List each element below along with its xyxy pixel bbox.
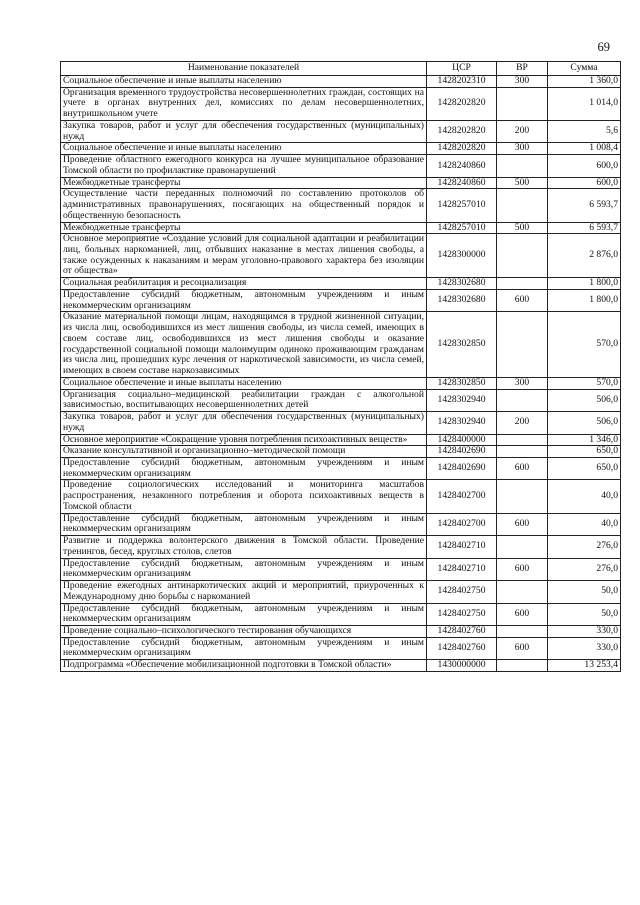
table-row xyxy=(61,189,621,222)
cell-sum: 600,0 xyxy=(548,177,621,189)
cell-csr: 1428302940 xyxy=(427,389,497,411)
budget-table xyxy=(60,61,621,672)
cell-sum: 330,0 xyxy=(548,637,621,659)
cell-csr: 1428202820 xyxy=(427,87,497,120)
cell-csr: 1428302680 xyxy=(427,289,497,311)
table-row xyxy=(61,312,621,377)
header-csr: ЦСР xyxy=(427,62,497,76)
table-row xyxy=(61,446,621,458)
cell-name: Социальное обеспечение и иные выплаты населению xyxy=(61,143,427,155)
table-row xyxy=(61,558,621,580)
cell-name: Оказание материальной помощи лицам, находящимся в трудной жизненной ситуации, из числа лиц, освободившихся из мест лишения свободы, из числа семей, имеющих в своем составе лиц, освободившихся из мест лишения свободы и оказание государственной социальной помощи малоимущим одиноко проживающим гражданам из числа лиц, прошедших курс лечения от наркотической зависимости, из числа семей, имеющих в своем составе наркозависимых xyxy=(61,312,427,377)
table-row xyxy=(61,457,621,479)
cell-name: Основное мероприятие «Создание условий для социальной адаптации и реабилитации лиц, больных наркоманией, лиц, отбывших наказание в местах лишения свободы, а также осужденных к наказаниям и мерам уголовно-правового характера без изоляции от общества» xyxy=(61,234,427,278)
cell-csr: 1428302850 xyxy=(427,377,497,389)
cell-sum: 13 253,4 xyxy=(548,660,621,672)
cell-sum: 650,0 xyxy=(548,446,621,458)
cell-vr: 500 xyxy=(497,177,548,189)
header-vr: ВР xyxy=(497,62,548,76)
page-number: 69 xyxy=(597,40,610,54)
cell-csr: 1428302850 xyxy=(427,312,497,377)
header-sum: Сумма xyxy=(548,62,621,76)
cell-name: Предоставление субсидий бюджетным, автономным учреждениям и иным некоммерческим организациям xyxy=(61,637,427,659)
cell-vr xyxy=(497,625,548,637)
cell-vr: 600 xyxy=(497,289,548,311)
table-row xyxy=(61,87,621,120)
cell-csr: 1428402710 xyxy=(427,558,497,580)
cell-vr: 600 xyxy=(497,558,548,580)
cell-csr: 1428240860 xyxy=(427,177,497,189)
cell-name: Осуществление части переданных полномочий по составлению протоколов об административных правонарушениях, посягающих на общественный порядок и общественную безопасность xyxy=(61,189,427,222)
cell-sum: 1 800,0 xyxy=(548,278,621,290)
cell-csr: 1428402710 xyxy=(427,536,497,558)
table-row xyxy=(61,412,621,434)
header-name: Наименование показателей xyxy=(61,62,427,76)
table-row xyxy=(61,289,621,311)
cell-name: Основное мероприятие «Сокращение уровня потребления психоактивных веществ» xyxy=(61,434,427,446)
table-row xyxy=(61,222,621,234)
cell-name: Подпрограмма «Обеспечение мобилизационной подготовки в Томской области» xyxy=(61,660,427,672)
cell-name: Предоставление субсидий бюджетным, автономным учреждениям и иным некоммерческим организациям xyxy=(61,513,427,535)
table-row xyxy=(61,234,621,278)
table-row xyxy=(61,625,621,637)
cell-csr: 1428402760 xyxy=(427,637,497,659)
cell-name: Оказание консультативной и организационно–методической помощи xyxy=(61,446,427,458)
cell-csr: 1428202820 xyxy=(427,143,497,155)
cell-csr: 1428402690 xyxy=(427,446,497,458)
cell-sum: 570,0 xyxy=(548,377,621,389)
cell-vr xyxy=(497,155,548,177)
cell-vr: 600 xyxy=(497,457,548,479)
cell-vr xyxy=(497,536,548,558)
cell-vr: 600 xyxy=(497,637,548,659)
cell-vr xyxy=(497,389,548,411)
cell-sum: 50,0 xyxy=(548,581,621,603)
cell-name: Межбюджетные трансферты xyxy=(61,177,427,189)
cell-name: Социальная реабилитация и ресоциализация xyxy=(61,278,427,290)
cell-name: Предоставление субсидий бюджетным, автономным учреждениям и иным некоммерческим организациям xyxy=(61,457,427,479)
cell-csr: 1428402750 xyxy=(427,603,497,625)
cell-sum: 650,0 xyxy=(548,457,621,479)
cell-csr: 1428402690 xyxy=(427,457,497,479)
table-row xyxy=(61,177,621,189)
cell-csr: 1428402700 xyxy=(427,480,497,513)
cell-csr: 1428202310 xyxy=(427,76,497,88)
cell-name: Предоставление субсидий бюджетным, автономным учреждениям и иным некоммерческим организациям xyxy=(61,558,427,580)
cell-sum: 1 800,0 xyxy=(548,289,621,311)
table-header-row xyxy=(61,62,621,76)
cell-sum: 1 360,0 xyxy=(548,76,621,88)
cell-csr: 1428402760 xyxy=(427,625,497,637)
cell-csr: 1428257010 xyxy=(427,222,497,234)
cell-name: Социальное обеспечение и иные выплаты населению xyxy=(61,377,427,389)
cell-vr xyxy=(497,434,548,446)
cell-vr xyxy=(497,660,548,672)
cell-vr xyxy=(497,87,548,120)
cell-csr: 1428400000 xyxy=(427,434,497,446)
table-row xyxy=(61,143,621,155)
cell-name: Организация социально–медицинской реабилитации граждан с алкогольной зависимостью, воспитывающих несовершеннолетних детей xyxy=(61,389,427,411)
table-row xyxy=(61,377,621,389)
table-body xyxy=(61,76,621,672)
cell-vr xyxy=(497,480,548,513)
table-row xyxy=(61,76,621,88)
cell-sum: 50,0 xyxy=(548,603,621,625)
cell-sum: 40,0 xyxy=(548,513,621,535)
cell-vr: 600 xyxy=(497,513,548,535)
table-row xyxy=(61,581,621,603)
cell-sum: 506,0 xyxy=(548,389,621,411)
cell-name: Организация временного трудоустройства несовершеннолетних граждан, состоящих на учете в органах внутренних дел, комиссиях по делам несовершеннолетних, внутришкольном учете xyxy=(61,87,427,120)
cell-vr: 300 xyxy=(497,377,548,389)
cell-sum: 276,0 xyxy=(548,558,621,580)
cell-sum: 6 593,7 xyxy=(548,222,621,234)
table-row xyxy=(61,480,621,513)
cell-vr xyxy=(497,278,548,290)
cell-csr: 1428302940 xyxy=(427,412,497,434)
table-row xyxy=(61,513,621,535)
cell-sum: 6 593,7 xyxy=(548,189,621,222)
cell-csr: 1428402700 xyxy=(427,513,497,535)
cell-csr: 1428202820 xyxy=(427,120,497,142)
table-row xyxy=(61,637,621,659)
cell-name: Закупка товаров, работ и услуг для обеспечения государственных (муниципальных) нужд xyxy=(61,120,427,142)
cell-csr: 1428302680 xyxy=(427,278,497,290)
cell-sum: 570,0 xyxy=(548,312,621,377)
table-row xyxy=(61,120,621,142)
cell-name: Проведение ежегодных антинаркотических акций и мероприятий, приуроченных к Международному дню борьбы с наркоманией xyxy=(61,581,427,603)
cell-vr xyxy=(497,312,548,377)
cell-vr: 600 xyxy=(497,603,548,625)
cell-sum: 1 346,0 xyxy=(548,434,621,446)
cell-name: Проведение областного ежегодного конкурса на лучшее муниципальное образование Томской области по профилактике правонарушений xyxy=(61,155,427,177)
cell-sum: 276,0 xyxy=(548,536,621,558)
cell-sum: 1 014,0 xyxy=(548,87,621,120)
cell-sum: 1 008,4 xyxy=(548,143,621,155)
cell-sum: 506,0 xyxy=(548,412,621,434)
cell-sum: 600,0 xyxy=(548,155,621,177)
cell-name: Предоставление субсидий бюджетным, автономным учреждениям и иным некоммерческим организациям xyxy=(61,289,427,311)
cell-vr: 300 xyxy=(497,143,548,155)
cell-name: Межбюджетные трансферты xyxy=(61,222,427,234)
table-row xyxy=(61,155,621,177)
cell-name: Развитие и поддержка волонтерского движения в Томской области. Проведение тренингов, бесед, круглых столов, слетов xyxy=(61,536,427,558)
cell-csr: 1428240860 xyxy=(427,155,497,177)
cell-vr: 300 xyxy=(497,76,548,88)
cell-csr: 1428402750 xyxy=(427,581,497,603)
cell-vr: 200 xyxy=(497,120,548,142)
cell-name: Проведение социологических исследований и мониторинга масштабов распространения, незаконного потребления и оборота психоактивных веществ в Томской области xyxy=(61,480,427,513)
cell-name: Проведение социально–психологического тестирования обучающихся xyxy=(61,625,427,637)
cell-sum: 5,6 xyxy=(548,120,621,142)
table-row xyxy=(61,660,621,672)
cell-sum: 40,0 xyxy=(548,480,621,513)
cell-name: Предоставление субсидий бюджетным, автономным учреждениям и иным некоммерческим организациям xyxy=(61,603,427,625)
cell-vr xyxy=(497,234,548,278)
cell-name: Закупка товаров, работ и услуг для обеспечения государственных (муниципальных) нужд xyxy=(61,412,427,434)
cell-vr: 200 xyxy=(497,412,548,434)
table-row xyxy=(61,434,621,446)
cell-vr xyxy=(497,581,548,603)
table-row xyxy=(61,278,621,290)
cell-vr xyxy=(497,446,548,458)
table-row xyxy=(61,389,621,411)
cell-sum: 330,0 xyxy=(548,625,621,637)
cell-name: Социальное обеспечение и иные выплаты населению xyxy=(61,76,427,88)
cell-vr: 500 xyxy=(497,222,548,234)
table-row xyxy=(61,603,621,625)
cell-csr: 1430000000 xyxy=(427,660,497,672)
cell-sum: 2 876,0 xyxy=(548,234,621,278)
cell-vr xyxy=(497,189,548,222)
table-row xyxy=(61,536,621,558)
cell-csr: 1428300000 xyxy=(427,234,497,278)
cell-csr: 1428257010 xyxy=(427,189,497,222)
